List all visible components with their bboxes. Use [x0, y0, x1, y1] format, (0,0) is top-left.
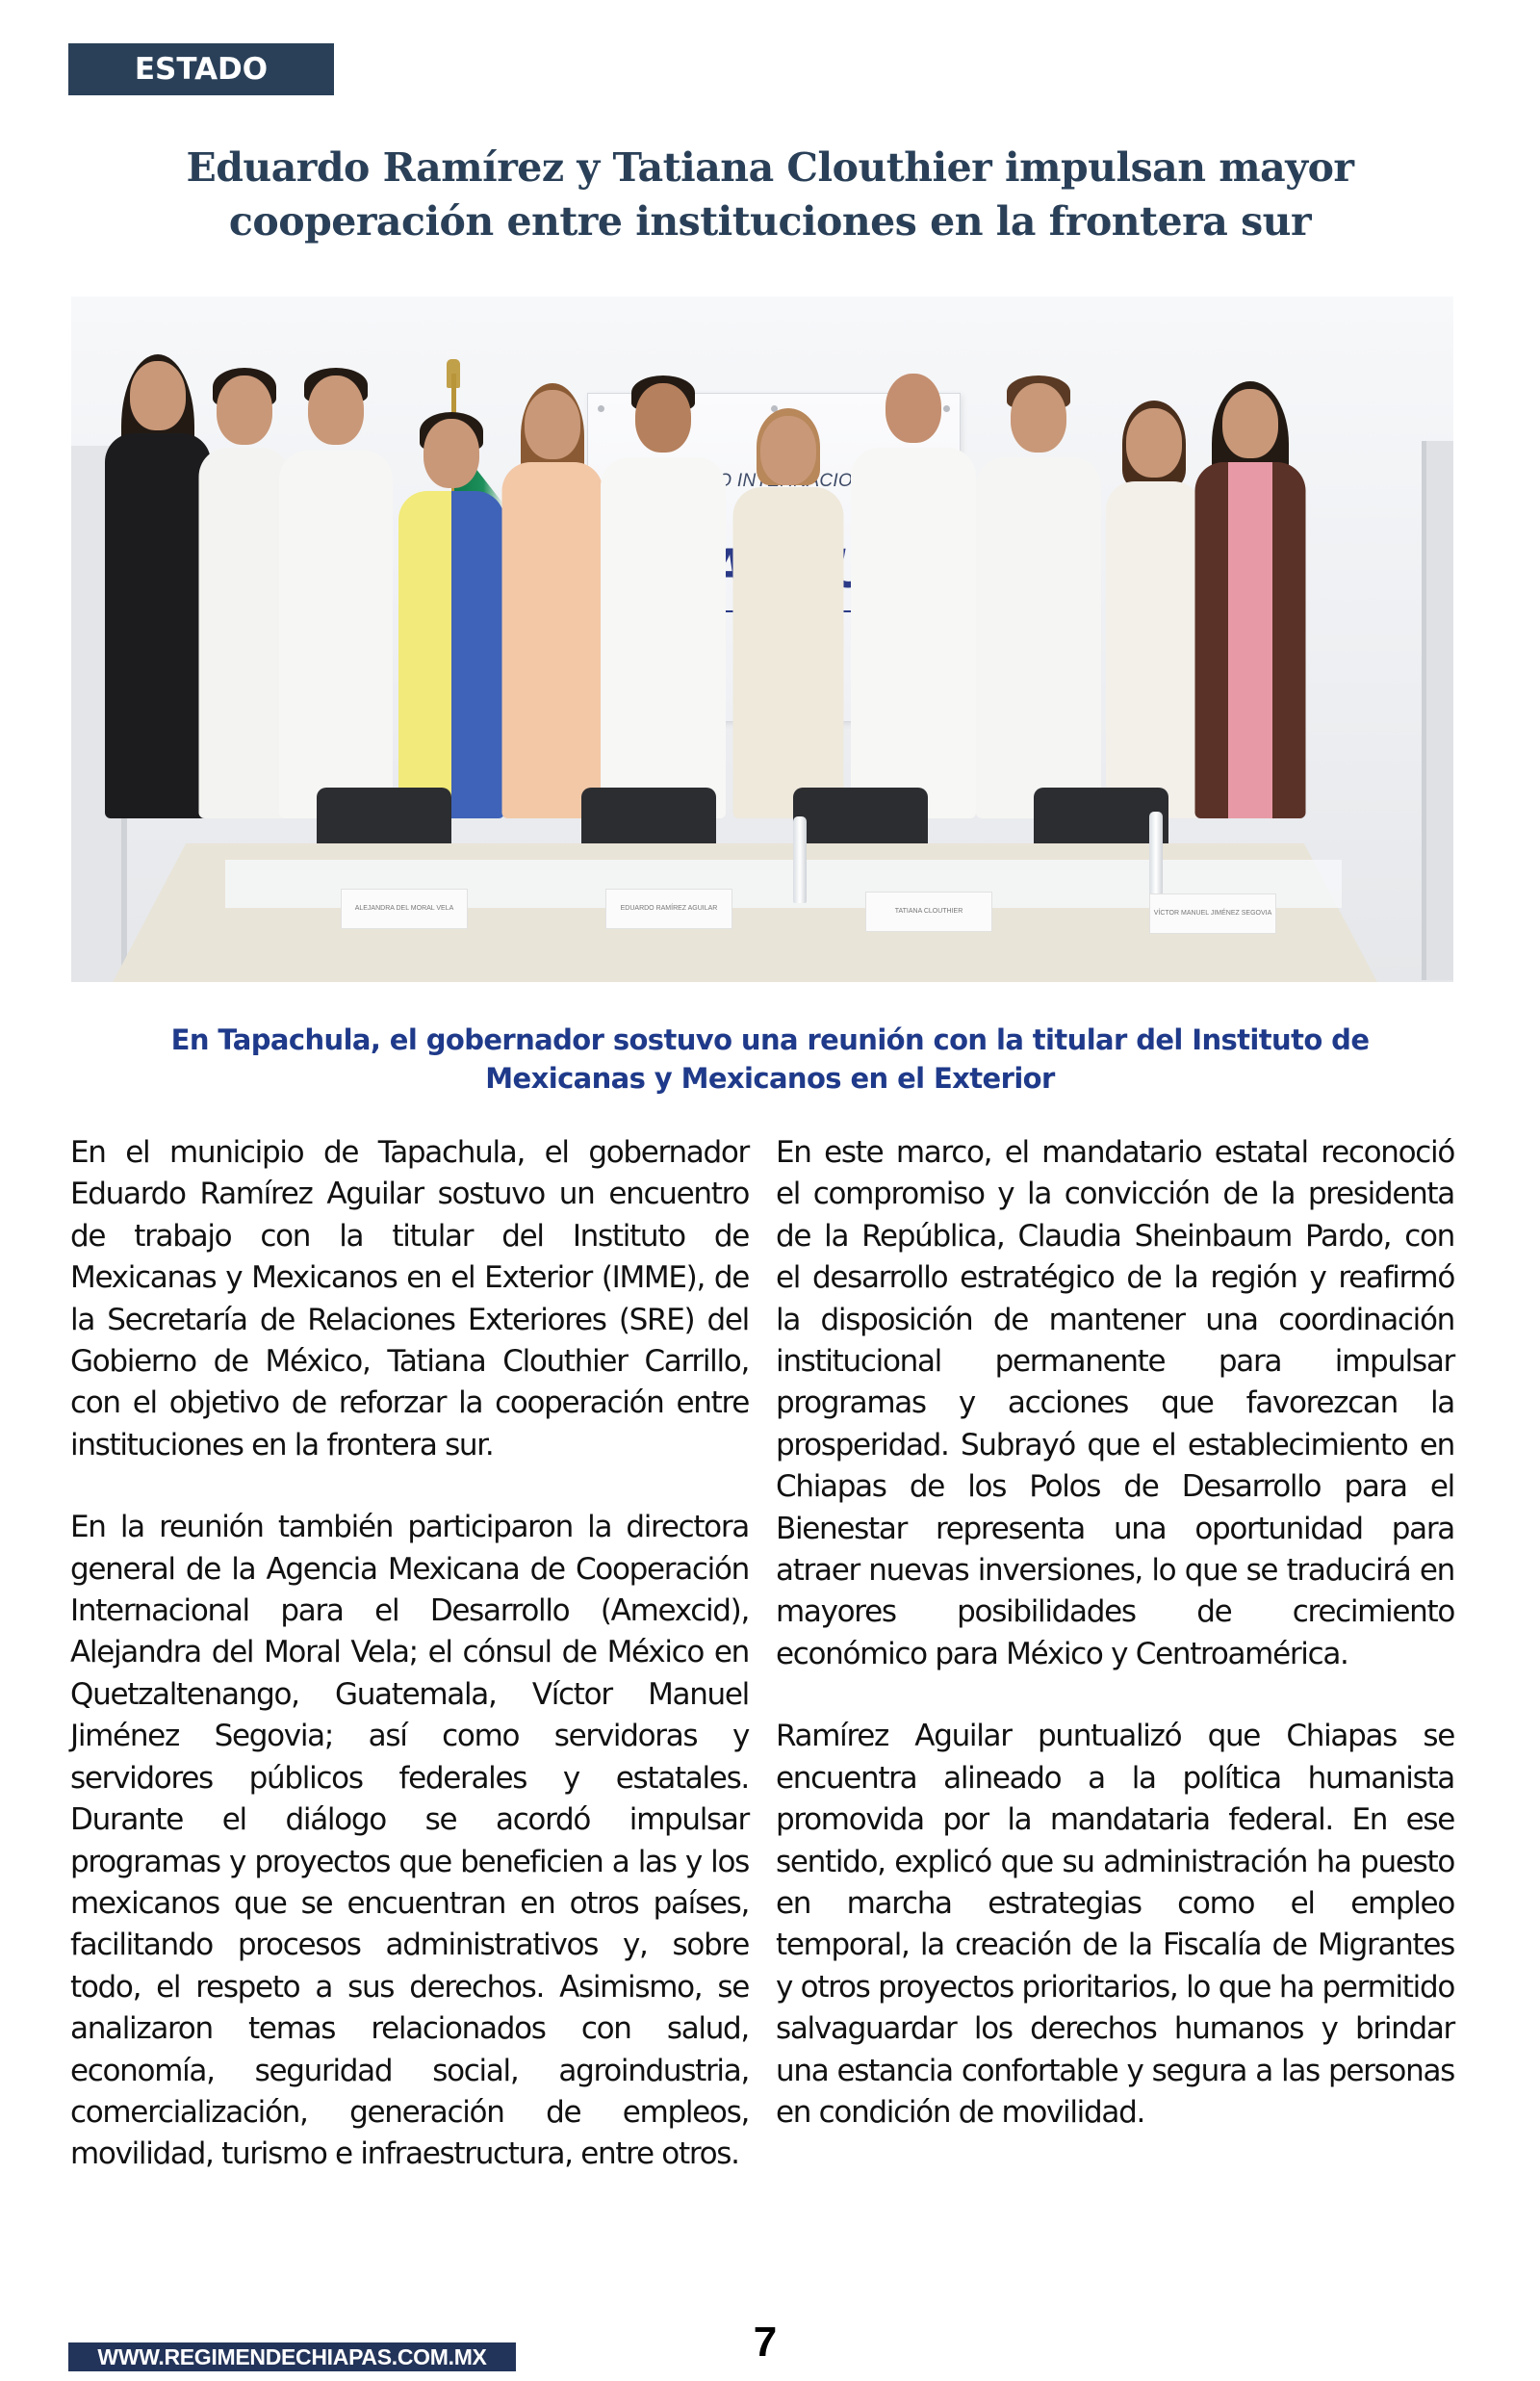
- article-photo: [71, 297, 1453, 982]
- namecard: EDUARDO RAMÍREZ AGUILAR: [605, 889, 732, 929]
- article-column-left: [70, 1132, 749, 2216]
- paragraph: En la reunión también participaron la directora general de la Agencia Mexicana de Cooperación Internacional para el Desarrollo (Amexcid), Alejandra del Moral Vela; el cónsul de México en Quetzaltenango, Guatemala, Víctor Manuel Jiménez Segovia; así como servidoras y servidores públicos federales y estatales. Durante el diálogo se acordó impulsar programas y proyectos que beneficien a las y los mexicanos que se encuentran en otros países, facilitando procesos administrativos y, sobre todo, el respeto a sus derechos. Asimismo, se analizaron temas relacionados con salud, economía, seguridad social, agroindustria, comercialización, generación de empleos, movilidad, turismo e infraestructura, entre otros.: [70, 1510, 749, 2172]
- namecard: VÍCTOR MANUEL JIMÉNEZ SEGOVIA: [1149, 893, 1276, 934]
- page-number: 7: [753, 2318, 778, 2366]
- section-tag: ESTADO: [68, 43, 334, 95]
- paragraph: Ramírez Aguilar puntualizó que Chiapas se encuentra alineado a la política humanista promovida por la mandataria federal. En ese sentido, explicó que su administración ha puesto en marcha estrategias como el empleo temporal, la creación de la Fiscalía de Migrantes y otros proyectos prioritarios, lo que ha permitido salvaguardar los derechos humanos y brindar una estancia confortable y segura a las personas en condición de movilidad.: [776, 1719, 1454, 2130]
- article-column-right: [776, 1132, 1454, 2174]
- person: [403, 395, 500, 818]
- paragraph: En el municipio de Tapachula, el gobernador Eduardo Ramírez Aguilar sostuvo un encuentro de trabajo con la titular del Instituto de Mexicanas y Mexicanos en el Exterior (IMME), de la Secretaría de Relaciones Exteriores (SRE) del Gobierno de México, Tatiana Clouthier Carrillo, con el objetivo de reforzar la cooperación entre instituciones en la frontera sur.: [70, 1135, 749, 1462]
- paragraph: En este marco, el mandatario estatal reconoció el compromiso y la convicción de la presidenta de la República, Claudia Sheinbaum Pardo, con el desarrollo estratégico de la región y reafirmó la disposición de mantener una coordinación institucional permanente para impulsar programas y acciones que favorezcan la prosperidad. Subrayó que el establecimiento en Chiapas de los Polos de Desarrollo para el Bienestar representa una oportunidad para atraer nuevas inversiones, lo que se traducirá en mayores posibilidades de crecimiento económico para México y Centroamérica.: [776, 1135, 1454, 1671]
- person: [283, 347, 389, 818]
- namecard: ALEJANDRA DEL MORAL VELA: [341, 889, 468, 929]
- person: [605, 356, 721, 818]
- person: [504, 366, 601, 818]
- website-link[interactable]: WWW.REGIMENDECHIAPAS.COM.MX: [68, 2342, 516, 2371]
- person: [735, 395, 841, 818]
- person: [201, 347, 288, 818]
- person: [1106, 385, 1202, 818]
- person: [856, 347, 971, 818]
- person: [981, 356, 1096, 818]
- article-headline: Eduardo Ramírez y Tatiana Clouthier impulsan mayor cooperación entre instituciones en la frontera sur: [186, 144, 1354, 245]
- person: [1197, 366, 1303, 818]
- person: [110, 327, 206, 818]
- article-subheadline: En Tapachula, el gobernador sostuvo una reunión con la titular del Instituto de Mexicanas y Mexicanos en el Exterior: [170, 1023, 1370, 1095]
- water-bottle: [1149, 812, 1163, 898]
- water-bottle: [793, 816, 807, 903]
- namecard: TATIANA CLOUTHIER: [865, 892, 992, 932]
